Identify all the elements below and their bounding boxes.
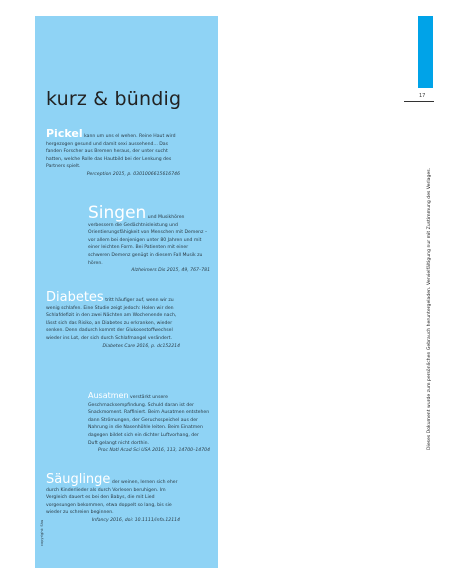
article-source: Alzheimers Dis 2015, 49, 767–781 [131,268,210,274]
article-text: und Musikhören verbessern die Gedächtnisleistung und Orientierungsfähigkeit von Menschen mit Demenz – vor allem bei denjenigen unter 80 Jahren und mit einer leichten Form. Bei Patienten mit einer schweren Demenz genügt in diesem Fall Musik zu hören. [88,215,208,266]
article-source: Infancy 2016, doi: 10.1111/infa.12114 [91,517,180,523]
page-color-tab [418,16,433,88]
article-diabetes [46,290,180,350]
page-divider [404,101,434,102]
article-source: Perception 2015, p. 0301006615616746 [86,171,180,177]
article-keyword: Pickel [46,127,83,140]
page-title: kurz & bündig [46,88,182,110]
article-singen [88,203,210,275]
article-saeuglinge [46,472,180,525]
article-text: kann um uns el wehen. Reine Haut wird hergezogen gesund und damit sexi aussehend... Das fanden Forscher aus Bremen heraus, der unter sucht hatten, welche Rolle das Hautbild bei der Lenkung des Partners spielt. [46,134,176,170]
article-ausatmen [88,392,210,455]
article-source: Diabetes Care 2016, p. dc152214 [102,343,180,349]
image-credit: copyright: Shu [40,519,44,546]
page-number: 17 [419,93,426,99]
article-keyword: Singen [88,203,147,223]
article-keyword: Ausatmen [88,391,129,400]
article-keyword: Säuglinge [46,472,111,487]
download-notice: Dieses Dokument wurde zum persönlichen Gebrauch heruntergeladen. Vervielfältigung nur mit Zustimmung des Verlages. [427,167,432,450]
article-pickel [46,127,180,179]
article-text: verstärkt unsere Geschmacksempfindung. Schuld daran ist der Snackmoment. Raffiniert. Beim Ausatmen entstehen dann Strömungen, der Geruchsspeichel aus der Nahrung in die Nasenhöhle leiten. Beim Einatmen dagegen bildet sich ein dichter Luftvorhang, der Duft gelangt nicht dorthin. [88,395,210,446]
article-text: der weinen, lernen sich eher durch Kinderlieder als durch Vorlesen beruhigen. Im Vergleich dauert es bei den Babys, die mit Lied vorgesungen bekommen, etwa doppelt so lang, bis sie wieder zu schreien beginnen. [46,480,178,516]
article-keyword: Diabetes [46,290,104,305]
article-text: tritt häufiger auf, wenn wir zu wenig schlafen. Eine Studie zeigt jedoch: Holen wir den Schlafdefizit in den zwei Nächten am Wochenende nach, lässt sich das Risiko, an Diabetes zu erkranken, wieder senken. Denn dadurch kommt der Glukosestoffwechsel wieder ins Lot, der sich durch Schlafmangel verändert. [46,298,177,341]
article-source: Proc Natl Acad Sci USA 2016, 113, 14700–14704 [98,448,210,454]
